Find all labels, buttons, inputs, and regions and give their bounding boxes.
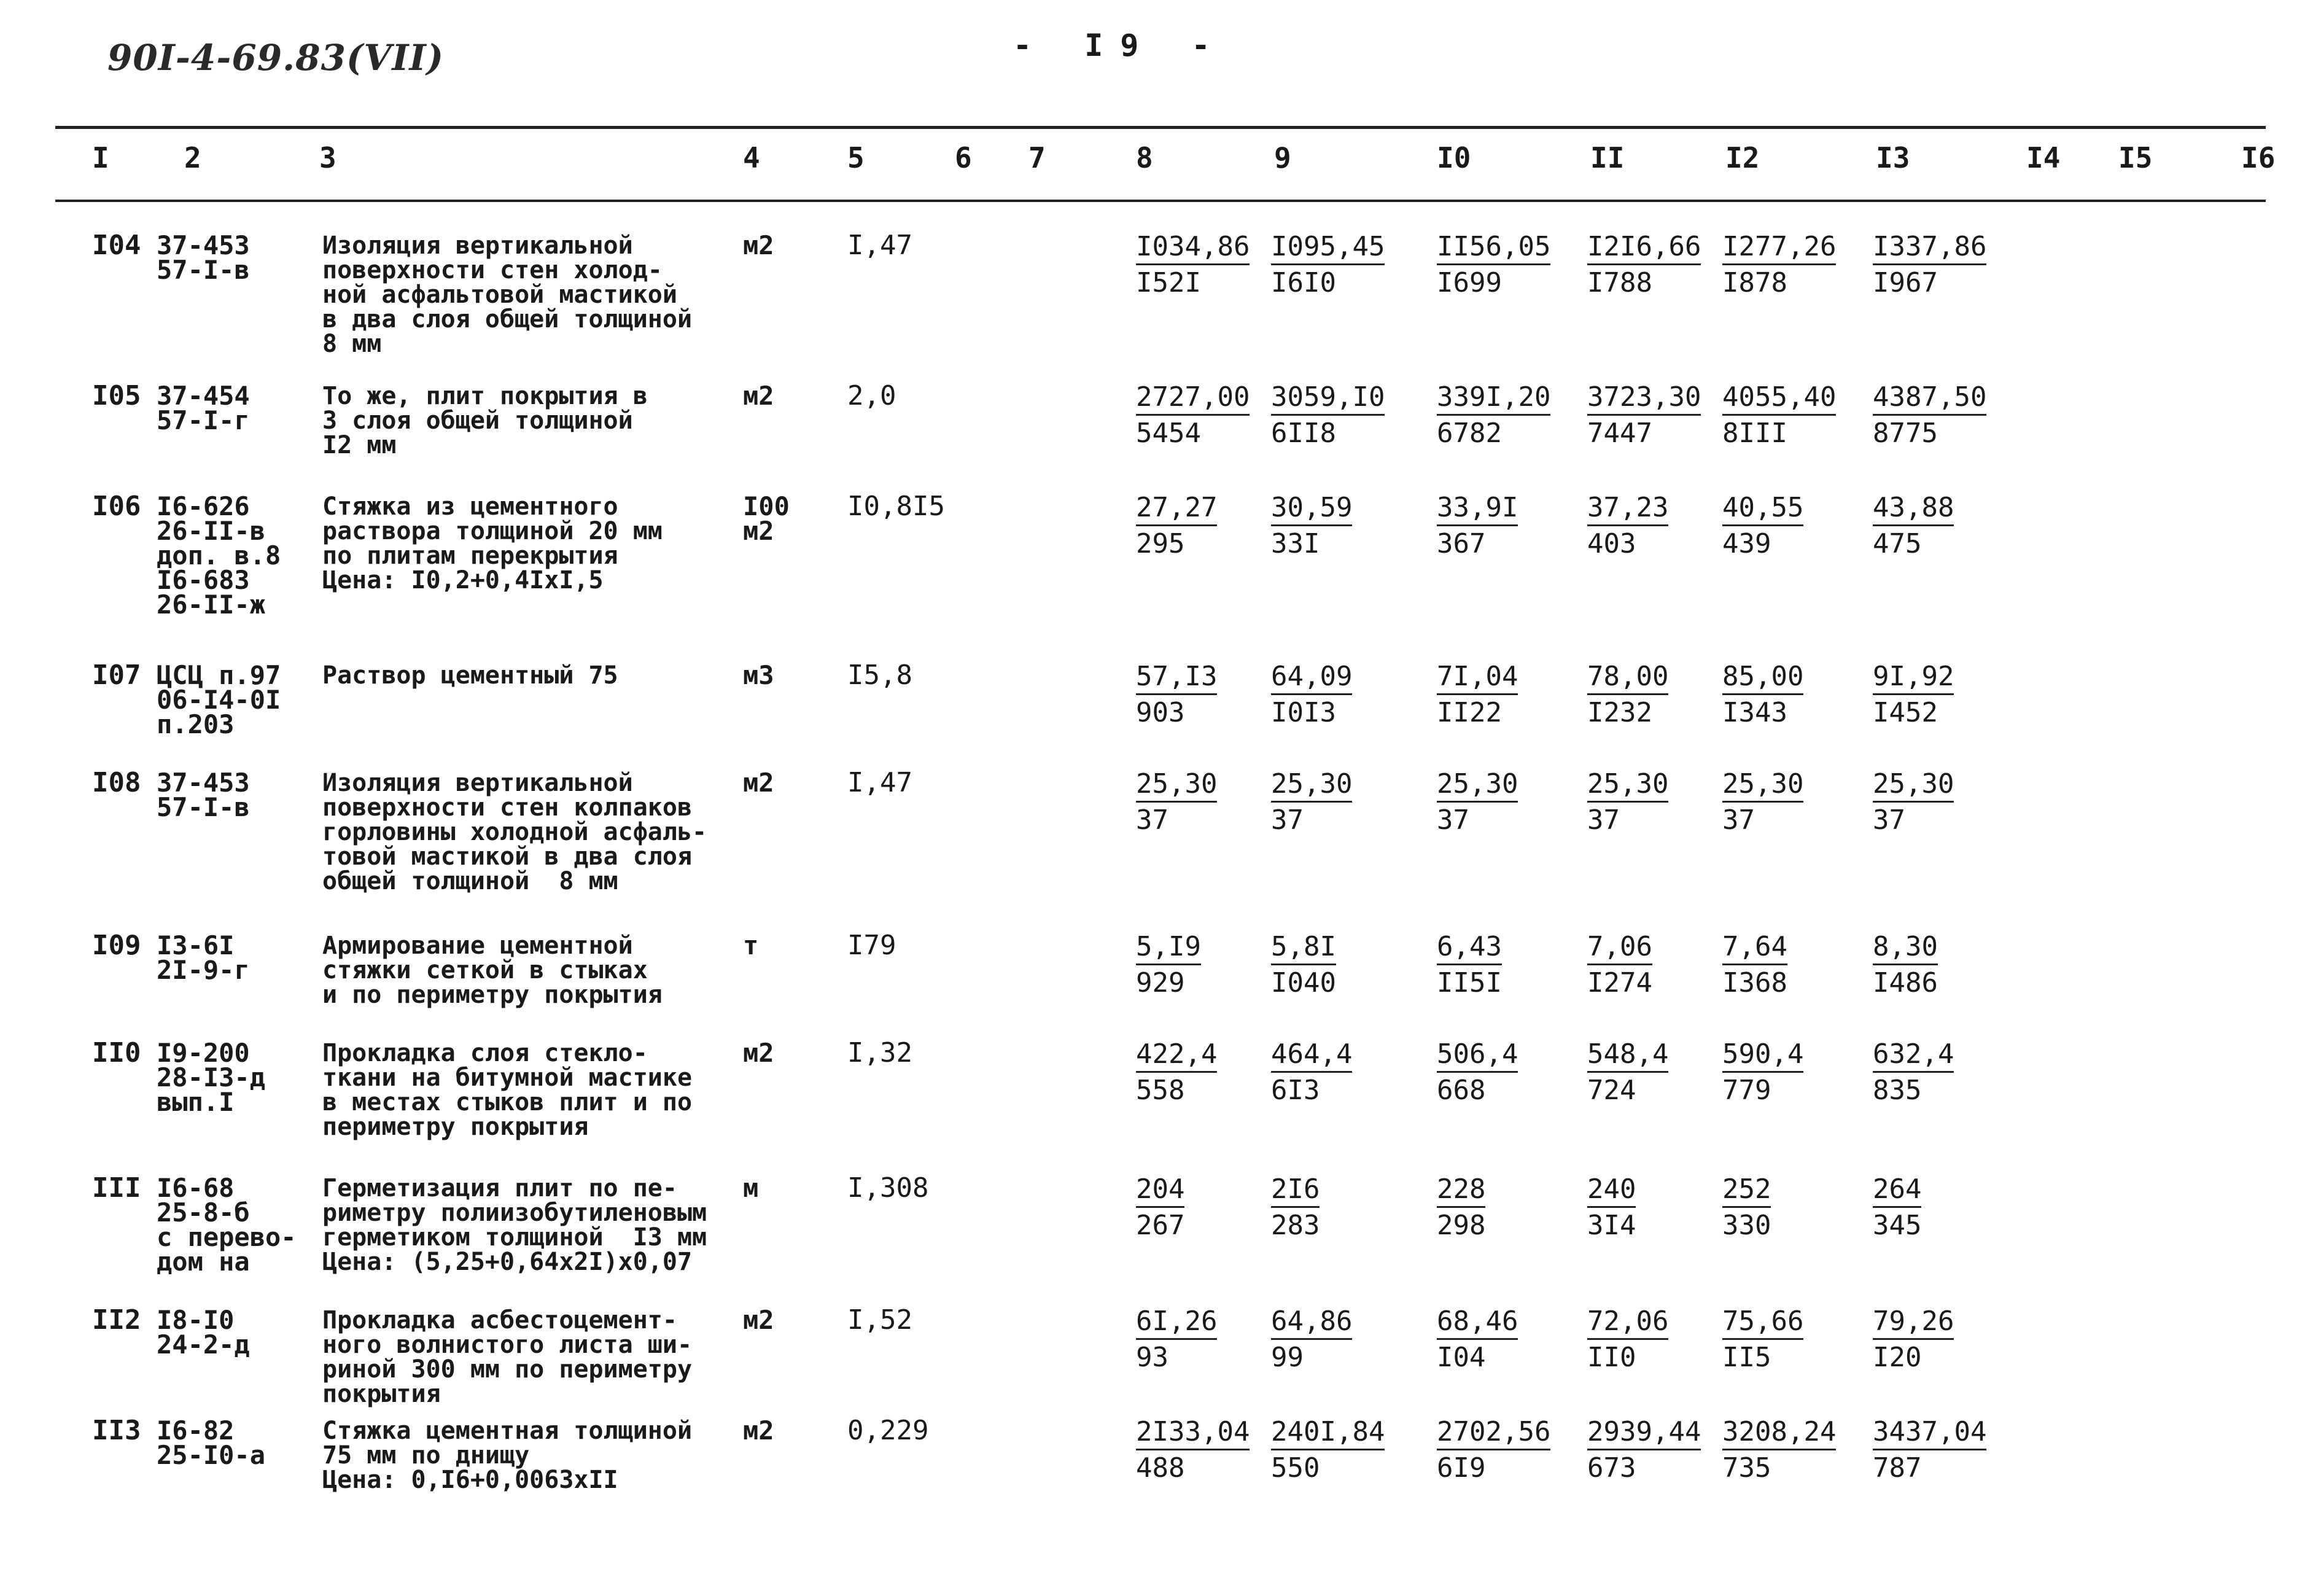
price-value: 506,4 — [1437, 1040, 1518, 1073]
price-cell — [1722, 931, 1787, 997]
price-total: 33I — [1271, 528, 1320, 559]
row-description: То же, плит покрытия в 3 слоя общей толщиной I2 мм — [322, 382, 648, 459]
row-unit: м2 — [743, 230, 774, 260]
row-description: Стяжка из цементного раствора толщиной 20 мм по плитам перекрытия Цена: I0,2+0,4IxI,5 — [322, 492, 663, 594]
price-total: 787 — [1873, 1452, 1922, 1484]
row-number: I07 — [92, 660, 141, 691]
price-value: 2I6 — [1271, 1175, 1320, 1208]
price-cell — [1136, 1416, 1250, 1482]
price-total: 37 — [1437, 804, 1469, 836]
column-header-16: I6 — [2241, 141, 2276, 174]
price-value: 33,9I — [1437, 494, 1518, 526]
price-value: 422,4 — [1136, 1040, 1217, 1073]
price-total: I20 — [1873, 1342, 1922, 1373]
column-header-11: II — [1590, 141, 1625, 174]
column-header-6: 6 — [955, 141, 972, 174]
price-cell — [1587, 492, 1668, 558]
price-value: 6,43 — [1437, 933, 1502, 965]
price-value: 2727,00 — [1136, 383, 1250, 416]
price-value: 40,55 — [1722, 494, 1803, 526]
price-cell — [1722, 381, 1836, 448]
row-unit: м2 — [743, 1305, 774, 1335]
row-code: I6-68 25-8-б с перево- дом на — [157, 1173, 297, 1277]
price-value: 75,66 — [1722, 1307, 1803, 1340]
row-quantity: I,47 — [847, 230, 912, 261]
price-cell — [1722, 768, 1803, 835]
price-cell — [1271, 768, 1352, 835]
price-value: 2I33,04 — [1136, 1418, 1250, 1450]
price-cell — [1873, 1174, 1921, 1240]
price-cell — [1437, 661, 1518, 727]
row-code: I3-6I 2I-9-г — [157, 930, 250, 985]
price-value: 5,8I — [1271, 933, 1336, 965]
price-total: 439 — [1722, 528, 1771, 559]
price-value: 43,88 — [1873, 494, 1954, 526]
row-quantity: 0,229 — [847, 1415, 929, 1446]
row-quantity: I,32 — [847, 1037, 912, 1069]
column-header-2: 2 — [184, 141, 201, 174]
price-value: 27,27 — [1136, 494, 1217, 526]
price-cell — [1437, 1038, 1518, 1105]
price-total: I040 — [1271, 967, 1336, 998]
price-cell — [1136, 1038, 1217, 1105]
price-value: 2702,56 — [1437, 1418, 1550, 1450]
column-header-13: I3 — [1876, 141, 1910, 174]
price-value: 30,59 — [1271, 494, 1352, 526]
price-total: I0I3 — [1271, 697, 1336, 728]
price-total: 903 — [1136, 697, 1185, 728]
price-cell — [1587, 231, 1701, 297]
row-quantity: I79 — [847, 930, 896, 961]
price-total: 367 — [1437, 528, 1486, 559]
row-code: I9-200 28-I3-д вып.I — [157, 1038, 266, 1117]
row-number: I09 — [92, 930, 141, 961]
price-total: 403 — [1587, 528, 1636, 559]
price-cell — [1136, 231, 1250, 297]
price-cell — [1271, 1416, 1385, 1482]
price-value: 37,23 — [1587, 494, 1668, 526]
price-value: I034,86 — [1136, 233, 1250, 265]
price-cell — [1271, 231, 1385, 297]
price-total: I486 — [1873, 967, 1938, 998]
price-total: II22 — [1437, 697, 1502, 728]
price-total: I6I0 — [1271, 267, 1336, 298]
price-value: I095,45 — [1271, 233, 1385, 265]
price-cell — [1271, 661, 1352, 727]
price-total: I452 — [1873, 697, 1938, 728]
price-total: I343 — [1722, 697, 1787, 728]
price-value: 2939,44 — [1587, 1418, 1701, 1450]
price-cell — [1722, 231, 1836, 297]
row-unit: м2 — [743, 1038, 774, 1068]
price-total: I232 — [1587, 697, 1652, 728]
price-total: 475 — [1873, 528, 1922, 559]
row-unit: м — [743, 1173, 759, 1203]
price-cell — [1437, 768, 1518, 835]
price-total: 673 — [1587, 1452, 1636, 1484]
price-total: 550 — [1271, 1452, 1320, 1484]
row-unit: м2 — [743, 381, 774, 411]
price-value: 548,4 — [1587, 1040, 1668, 1073]
price-value: 204 — [1136, 1175, 1184, 1208]
row-description: Армирование цементной стяжки сеткой в стыках и по периметру покрытия — [322, 932, 663, 1009]
price-value: 240I,84 — [1271, 1418, 1385, 1450]
price-value: I277,26 — [1722, 233, 1836, 265]
price-value: 25,30 — [1271, 770, 1352, 803]
column-header-3: 3 — [319, 141, 336, 174]
price-total: II0 — [1587, 1342, 1636, 1373]
column-header-10: I0 — [1437, 141, 1471, 174]
row-number: I08 — [92, 767, 141, 798]
price-total: 6I9 — [1437, 1452, 1486, 1484]
price-cell — [1587, 1416, 1701, 1482]
document-code: 90I-4-69.83(VII) — [107, 37, 445, 79]
price-total: 330 — [1722, 1210, 1771, 1241]
price-value: 339I,20 — [1437, 383, 1550, 416]
row-description: Изоляция вертикальной поверхности стен колпаков горловины холодной асфаль- товой мастикой в два слоя общей толщиной 8 мм — [322, 769, 707, 895]
price-cell — [1587, 1038, 1668, 1105]
row-code: 37-453 57-I-в — [157, 768, 250, 822]
price-value: I2I6,66 — [1587, 233, 1701, 265]
price-cell — [1271, 1306, 1352, 1372]
price-value: 240 — [1587, 1175, 1636, 1208]
price-total: 558 — [1136, 1075, 1185, 1106]
price-value: 25,30 — [1722, 770, 1803, 803]
price-cell — [1587, 1174, 1636, 1240]
row-number: I04 — [92, 230, 141, 261]
row-description: Стяжка цементная толщиной 75 мм по днищу Цена: 0,I6+0,0063xII — [322, 1417, 693, 1494]
price-cell — [1873, 381, 1986, 448]
column-header-7: 7 — [1028, 141, 1046, 174]
price-cell — [1271, 1174, 1320, 1240]
price-value: 68,46 — [1437, 1307, 1518, 1340]
row-unit: м2 — [743, 1415, 774, 1446]
price-total: 7447 — [1587, 418, 1652, 449]
column-header-15: I5 — [2118, 141, 2153, 174]
price-value: I337,86 — [1873, 233, 1986, 265]
price-value: 464,4 — [1271, 1040, 1352, 1073]
price-total: 37 — [1722, 804, 1755, 836]
price-cell — [1873, 1306, 1954, 1372]
row-description: Изоляция вертикальной поверхности стен холод- ной асфальтовой мастикой в два слоя общей толщиной 8 мм — [322, 232, 693, 358]
price-total: I52I — [1136, 267, 1201, 298]
price-total: 929 — [1136, 967, 1185, 998]
price-cell — [1722, 1038, 1803, 1105]
column-header-14: I4 — [2026, 141, 2061, 174]
price-cell — [1722, 661, 1803, 727]
row-number: II2 — [92, 1304, 141, 1336]
price-cell — [1437, 931, 1502, 997]
column-header-8: 8 — [1136, 141, 1153, 174]
row-number: II3 — [92, 1415, 141, 1446]
price-cell — [1873, 231, 1986, 297]
price-cell — [1437, 231, 1550, 297]
row-quantity: I,47 — [847, 767, 912, 798]
price-cell — [1873, 1416, 1986, 1482]
price-cell — [1271, 492, 1352, 558]
price-cell — [1437, 381, 1550, 448]
row-description: Герметизация плит по пе- риметру полиизобутиленовым герметиком толщиной I3 мм Цена: (5,25+0,64x2I)x0,07 — [322, 1174, 707, 1276]
price-total: I878 — [1722, 267, 1787, 298]
price-total: 668 — [1437, 1075, 1486, 1106]
price-cell — [1136, 768, 1217, 835]
price-cell — [1437, 492, 1518, 558]
price-cell — [1437, 1416, 1550, 1482]
price-cell — [1437, 1174, 1485, 1240]
price-total: 5454 — [1136, 418, 1201, 449]
price-cell — [1873, 661, 1954, 727]
price-cell — [1873, 1038, 1954, 1105]
table-top-rule — [55, 126, 2266, 129]
row-code: 37-453 57-I-в — [157, 230, 250, 285]
price-total: 37 — [1271, 804, 1304, 836]
price-total: 488 — [1136, 1452, 1185, 1484]
price-cell — [1587, 768, 1668, 835]
price-value: 4387,50 — [1873, 383, 1986, 416]
price-value: 57,I3 — [1136, 663, 1217, 695]
row-code: I8-I0 24-2-д — [157, 1305, 250, 1360]
row-code: 37-454 57-I-г — [157, 381, 250, 435]
price-total: II5I — [1437, 967, 1502, 998]
price-value: 3723,30 — [1587, 383, 1701, 416]
price-cell — [1873, 931, 1938, 997]
price-total: 37 — [1587, 804, 1620, 836]
column-header-9: 9 — [1274, 141, 1291, 174]
row-code: I6-82 25-I0-а — [157, 1415, 266, 1470]
table-header-rule — [55, 200, 2266, 202]
price-cell — [1722, 1416, 1836, 1482]
price-cell — [1587, 931, 1652, 997]
price-value: 78,00 — [1587, 663, 1668, 695]
price-value: 9I,92 — [1873, 663, 1954, 695]
price-cell — [1136, 661, 1217, 727]
row-description: Прокладка асбестоцемент- ного волнистого листа ши- риной 300 мм по периметру покрытия — [322, 1306, 693, 1408]
price-value: 25,30 — [1136, 770, 1217, 803]
price-value: 264 — [1873, 1175, 1921, 1208]
price-cell — [1722, 492, 1803, 558]
price-total: 37 — [1873, 804, 1905, 836]
page-number: - I9 - — [1013, 28, 1227, 63]
row-unit: т — [743, 930, 759, 960]
price-value: 3059,I0 — [1271, 383, 1385, 416]
price-value: 64,09 — [1271, 663, 1352, 695]
price-total: I967 — [1873, 267, 1938, 298]
price-total: 345 — [1873, 1210, 1922, 1241]
row-code: I6-626 26-II-в доп. в.8 I6-683 26-II-ж — [157, 491, 281, 620]
price-cell — [1722, 1306, 1803, 1372]
price-value: 590,4 — [1722, 1040, 1803, 1073]
price-total: 779 — [1722, 1075, 1771, 1106]
price-cell — [1873, 768, 1954, 835]
price-value: 7,64 — [1722, 933, 1787, 965]
column-header-12: I2 — [1725, 141, 1760, 174]
price-total: 735 — [1722, 1452, 1771, 1484]
price-cell — [1136, 1174, 1184, 1240]
price-cell — [1271, 1038, 1352, 1105]
price-total: 99 — [1271, 1342, 1304, 1373]
price-value: II56,05 — [1437, 233, 1550, 265]
price-total: 3I4 — [1587, 1210, 1636, 1241]
row-number: II0 — [92, 1037, 141, 1069]
row-quantity: I5,8 — [847, 660, 912, 691]
price-total: 6II8 — [1271, 418, 1336, 449]
row-quantity: 2,0 — [847, 380, 896, 411]
price-cell — [1587, 661, 1668, 727]
price-value: 252 — [1722, 1175, 1771, 1208]
row-unit: I00 м2 — [743, 491, 790, 546]
price-cell — [1587, 1306, 1668, 1372]
price-value: 79,26 — [1873, 1307, 1954, 1340]
row-quantity: I,52 — [847, 1304, 912, 1336]
price-total: 298 — [1437, 1210, 1486, 1241]
price-value: 72,06 — [1587, 1307, 1668, 1340]
price-total: 37 — [1136, 804, 1168, 836]
price-total: I368 — [1722, 967, 1787, 998]
price-total: 6782 — [1437, 418, 1502, 449]
price-cell — [1271, 381, 1385, 448]
price-value: 25,30 — [1437, 770, 1518, 803]
price-total: 6I3 — [1271, 1075, 1320, 1106]
price-value: 8,30 — [1873, 933, 1938, 965]
price-cell — [1873, 492, 1954, 558]
price-value: 3208,24 — [1722, 1418, 1836, 1450]
price-total: 93 — [1136, 1342, 1168, 1373]
row-description: Прокладка слоя стекло- ткани на битумной мастике в местах стыков плит и по периметру покрытия — [322, 1039, 693, 1141]
row-description: Раствор цементный 75 — [322, 661, 618, 690]
price-total: 8III — [1722, 418, 1787, 449]
row-number: I06 — [92, 491, 141, 522]
price-value: 632,4 — [1873, 1040, 1954, 1073]
price-cell — [1136, 381, 1250, 448]
price-total: I04 — [1437, 1342, 1486, 1373]
price-value: 85,00 — [1722, 663, 1803, 695]
price-value: 7I,04 — [1437, 663, 1518, 695]
column-header-1: I — [92, 141, 109, 174]
price-value: 7,06 — [1587, 933, 1652, 965]
price-cell — [1722, 1174, 1771, 1240]
row-number: III — [92, 1172, 141, 1204]
column-header-5: 5 — [847, 141, 865, 174]
price-total: I274 — [1587, 967, 1652, 998]
price-total: I699 — [1437, 267, 1502, 298]
price-value: 6I,26 — [1136, 1307, 1217, 1340]
price-value: 25,30 — [1873, 770, 1954, 803]
row-quantity: I0,8I5 — [847, 491, 945, 522]
price-cell — [1437, 1306, 1518, 1372]
price-total: 295 — [1136, 528, 1185, 559]
row-quantity: I,308 — [847, 1172, 929, 1204]
price-total: 8775 — [1873, 418, 1938, 449]
price-total: 283 — [1271, 1210, 1320, 1241]
price-cell — [1587, 381, 1701, 448]
price-cell — [1136, 492, 1217, 558]
price-total: II5 — [1722, 1342, 1771, 1373]
row-number: I05 — [92, 380, 141, 411]
price-value: 5,I9 — [1136, 933, 1201, 965]
price-total: I788 — [1587, 267, 1652, 298]
price-value: 25,30 — [1587, 770, 1668, 803]
price-cell — [1136, 931, 1201, 997]
column-header-4: 4 — [743, 141, 760, 174]
price-cell — [1136, 1306, 1217, 1372]
price-total: 267 — [1136, 1210, 1185, 1241]
price-value: 4055,40 — [1722, 383, 1836, 416]
row-code: ЦСЦ п.97 06-I4-0I п.203 — [157, 660, 281, 739]
row-unit: м2 — [743, 768, 774, 798]
row-unit: м3 — [743, 660, 774, 690]
price-total: 835 — [1873, 1075, 1922, 1106]
price-total: 724 — [1587, 1075, 1636, 1106]
price-value: 64,86 — [1271, 1307, 1352, 1340]
price-value: 228 — [1437, 1175, 1485, 1208]
price-value: 3437,04 — [1873, 1418, 1986, 1450]
price-cell — [1271, 931, 1336, 997]
